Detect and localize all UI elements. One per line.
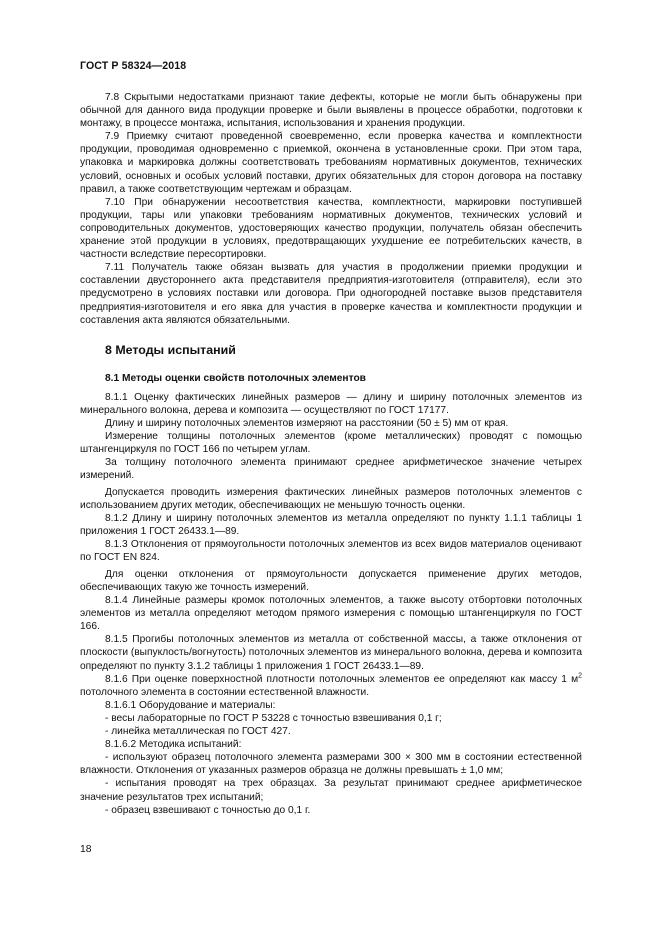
paragraph-8-1-6-text: 8.1.6 При оценке поверхностной плотности потолочных элементов ее определяют как массу 1 м bbox=[105, 673, 579, 685]
paragraph-8-1-6-1: 8.1.6.1 Оборудование и материалы: bbox=[105, 699, 276, 711]
paragraph-8-1-2: 8.1.2 Длину и ширину потолочных элементов из металла определяют по пункту 1.1.1 таблицы 1 приложения 1 ГОСТ 26433.1—89. bbox=[80, 513, 582, 538]
paragraph-8-1-6 bbox=[80, 673, 582, 699]
paragraph-thickness-average: За толщину потолочного элемента принимают среднее арифметическое значение четырех измерений. bbox=[80, 457, 582, 482]
standard-header: ГОСТ Р 58324—2018 bbox=[80, 60, 187, 72]
list-item-sample: - используют образец потолочного элемента размерами 300 × 300 мм в состоянии естественной влажности. Отклонения от указанных размеров образца не должны превышать ± 1,0 мм; bbox=[80, 752, 582, 777]
section-title: 8 Методы испытаний bbox=[105, 342, 236, 357]
list-item-weigh: - образец взвешивают с точностью до 0,1 г. bbox=[105, 804, 311, 816]
paragraph-8-1-5: 8.1.5 Прогибы потолочных элементов из металла от собственной массы, а также отклонения от плоскости (выпуклость/вогнутость) потолочных элементов из минерального волокна, дерева и композита определяют по пункту 3.1.2 таблицы 1 приложения 1 ГОСТ 26433.1—89. bbox=[80, 634, 582, 672]
paragraph-7-10: 7.10 При обнаружении несоответствия качества, комплектности, маркировки поступившей продукции, тары или упаковки требованиям нормативных документов, технических условий и сопроводительных документов, удостоверяющих качество продукции, получатель обязан обеспечить хранение этой продукции в условиях, предотвращающих ухудшение ее потребительских качеств, в частности вследствие пересортировки. bbox=[80, 196, 582, 261]
paragraph-7-8: 7.8 Скрытыми недостатками признают такие дефекты, которые не могли быть обнаружены при обычной для данного вида продукции проверке и были выявлены в процессе обработки, подготовки к монтажу, в процессе монтажа, испытания, использования и хранения продукции. bbox=[80, 92, 582, 130]
paragraph-8-1-6-2: 8.1.6.2 Методика испытаний: bbox=[105, 739, 242, 751]
document-body bbox=[80, 91, 582, 817]
paragraph-7-9: 7.9 Приемку считают проведенной своевременно, если проверка качества и комплектности продукции, проводимая одновременно с приемкой, окончена в установленные сроки. При этом тара, упаковка и маркировка должны соответствовать требованиям нормативных документов, технических условий, основных и особых условий поставки, других обязательных для сторон договора на поставку правил, а также соответствующим чертежам и образцам. bbox=[80, 131, 582, 195]
paragraph-8-1-4: 8.1.4 Линейные размеры кромок потолочных элементов, а также высоту отбортовки потолочных элементов из металла определяют методом прямого измерения с помощью штангенциркуля по ГОСТ 166. bbox=[80, 595, 582, 633]
paragraph-7-11: 7.11 Получатель также обязан вызвать для участия в продолжении приемки продукции и составлении двустороннего акта представителя предприятия-изготовителя (отправителя), если это предусмотрено в условиях поставки или договора. При одногородней поставке вызов представителя предприятия-изготовителя и его явка для участия в проверке качества и комплектности продукции и составления акта являются обязательными. bbox=[80, 262, 582, 326]
list-item-scales: - весы лабораторные по ГОСТ Р 53228 с точностью взвешивания 0,1 г; bbox=[105, 712, 442, 724]
paragraph-8-1-6-tail: потолочного элемента в состоянии естественной влажности. bbox=[80, 686, 370, 698]
paragraph-8-1-1: 8.1.1 Оценку фактических линейных размеров — длину и ширину потолочных элементов из минерального волокна, дерева и композита — осуществляют по ГОСТ 17177. bbox=[80, 391, 582, 416]
paragraph-measure-distance: Длину и ширину потолочных элементов измеряют на расстоянии (50 ± 5) мм от края. bbox=[105, 417, 509, 429]
paragraph-rectangularity: Для оценки отклонения от прямоугольности допускается применение других методов, обеспечивающих такую же точность измерений. bbox=[80, 568, 582, 593]
list-item-ruler: - линейка металлическая по ГОСТ 427. bbox=[105, 726, 291, 738]
paragraph-other-methods: Допускается проводить измерения фактических линейных размеров потолочных элементов с использованием других методик, обеспечивающих не меньшую точность оценки. bbox=[80, 486, 582, 511]
page-number: 18 bbox=[80, 844, 92, 855]
paragraph-thickness-measure: Измерение толщины потолочных элементов (кроме металлических) проводят с помощью штангенциркуля по ГОСТ 166 по четырем углам. bbox=[80, 430, 582, 456]
list-item-three-samples: - испытания проводят на трех образцах. За результат принимают среднее арифметическое значение результатов трех испытаний; bbox=[80, 778, 582, 803]
superscript-2: 2 bbox=[578, 672, 582, 680]
subsection-title: 8.1 Методы оценки свойств потолочных элементов bbox=[105, 372, 366, 384]
paragraph-8-1-3: 8.1.3 Отклонения от прямоугольности потолочных элементов из всех видов материалов оценивают по ГОСТ EN 824. bbox=[80, 539, 582, 564]
